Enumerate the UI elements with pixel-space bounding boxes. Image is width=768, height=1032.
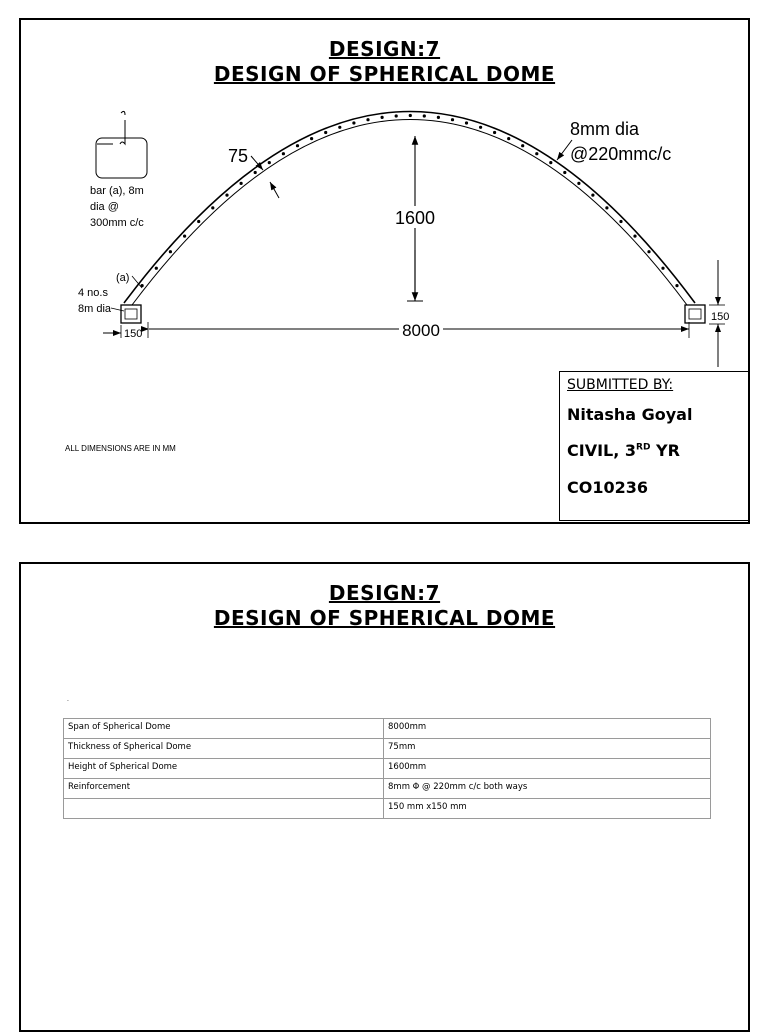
design-summary-sheet	[19, 562, 750, 1032]
rebar-dot	[268, 161, 271, 164]
student-name: Nitasha Goyal	[567, 405, 693, 424]
stray-mark: .	[67, 696, 69, 703]
rebar-dot	[563, 171, 566, 174]
rebar-dot	[675, 284, 678, 287]
rebar-dot	[549, 161, 552, 164]
reinforcement-label-line2: @220mmc/c	[570, 144, 672, 164]
bar-a-label-line1: bar (a), 8m	[90, 185, 144, 197]
submitted-by-heading: SUBMITTED BY:	[567, 377, 674, 393]
student-roll-number: CO10236	[567, 478, 649, 497]
rebar-dot	[577, 182, 580, 185]
thickness-dimension: 75	[228, 146, 249, 166]
rebar-dot	[619, 220, 622, 223]
rebar-dot	[409, 114, 412, 117]
rebar-dot	[633, 235, 636, 238]
reinforcement-label-line1: 8mm dia	[570, 119, 640, 139]
rebar-dot	[338, 126, 341, 129]
rebar-dot	[282, 152, 285, 155]
table-cell-parameter: Reinforcement	[64, 779, 384, 799]
rebar-dot	[661, 267, 664, 270]
rebar-dot	[169, 250, 172, 253]
ring-bars-label-line2: 8m dia	[78, 303, 112, 315]
rebar-dot	[296, 144, 299, 147]
rebar-dot	[240, 182, 243, 185]
ring-bars-label-line1: 4 no.s	[78, 287, 108, 299]
rebar-dot	[155, 267, 158, 270]
table-row	[64, 759, 711, 779]
rebar-dot	[211, 206, 214, 209]
rebar-dot	[183, 235, 186, 238]
table-cell-value: 8000mm	[384, 719, 711, 739]
rebar-dot	[310, 137, 313, 140]
bar-a-label-line3: 300mm c/c	[90, 217, 144, 229]
height-dimension: 1600	[394, 208, 436, 228]
rebar-dot	[225, 194, 228, 197]
rebar-dot	[324, 131, 327, 134]
sheet-subtitle: DESIGN OF SPHERICAL DOME	[213, 62, 556, 86]
rebar-dot	[605, 206, 608, 209]
right-ring-beam	[685, 305, 705, 323]
rebar-dot	[423, 114, 426, 117]
table-row	[64, 719, 711, 739]
rebar-dot	[591, 194, 594, 197]
span-dimension: 8000	[402, 321, 440, 340]
table-row	[64, 739, 711, 759]
rebar-dot	[197, 220, 200, 223]
student-class: CIVIL, 3RD YR	[567, 441, 680, 460]
rebar-dot	[479, 126, 482, 129]
table-cell-parameter: Span of Spherical Dome	[64, 719, 384, 739]
rebar-dot	[521, 144, 524, 147]
rebar-dot	[493, 131, 496, 134]
rebar-dot	[647, 250, 650, 253]
rebar-dot	[451, 118, 454, 121]
ring-beam-depth-dimension: 150	[711, 311, 730, 323]
rebar-dot	[507, 137, 510, 140]
rebar-dot	[381, 116, 384, 119]
table-cell-value: 1600mm	[384, 759, 711, 779]
submitted-by-box	[559, 371, 749, 521]
ring-beam-width-dimension: 150	[124, 328, 143, 340]
table-cell-parameter: Thickness of Spherical Dome	[64, 739, 384, 759]
sheet-subtitle: DESIGN OF SPHERICAL DOME	[213, 606, 556, 630]
sheet-title: DESIGN:7	[328, 37, 441, 61]
table-cell-value: 75mm	[384, 739, 711, 759]
table-cell-parameter: Height of Spherical Dome	[64, 759, 384, 779]
table-cell-value: 8mm Φ @ 220mm c/c both ways	[384, 779, 711, 799]
drawing-sheet	[19, 18, 750, 524]
rebar-dot	[535, 152, 538, 155]
table-cell-parameter	[64, 799, 384, 819]
rebar-dot	[465, 121, 468, 124]
rebar-dot	[395, 114, 398, 117]
table-row	[64, 779, 711, 799]
reinforcement-dots	[141, 114, 679, 287]
rebar-dot	[366, 118, 369, 121]
rebar-dot	[437, 116, 440, 119]
table-cell-value: 150 mm x150 mm	[384, 799, 711, 819]
design-table	[63, 718, 711, 819]
dimension-note: ALL DIMENSIONS ARE IN MM	[65, 444, 176, 453]
table-row	[64, 799, 711, 819]
bar-a-label-line2: dia @	[90, 201, 119, 213]
left-ring-beam	[121, 305, 141, 323]
rebar-dot	[254, 171, 257, 174]
bar-a-tag: (a)	[116, 272, 130, 284]
sheet-title: DESIGN:7	[328, 581, 441, 605]
rebar-dot	[352, 121, 355, 124]
